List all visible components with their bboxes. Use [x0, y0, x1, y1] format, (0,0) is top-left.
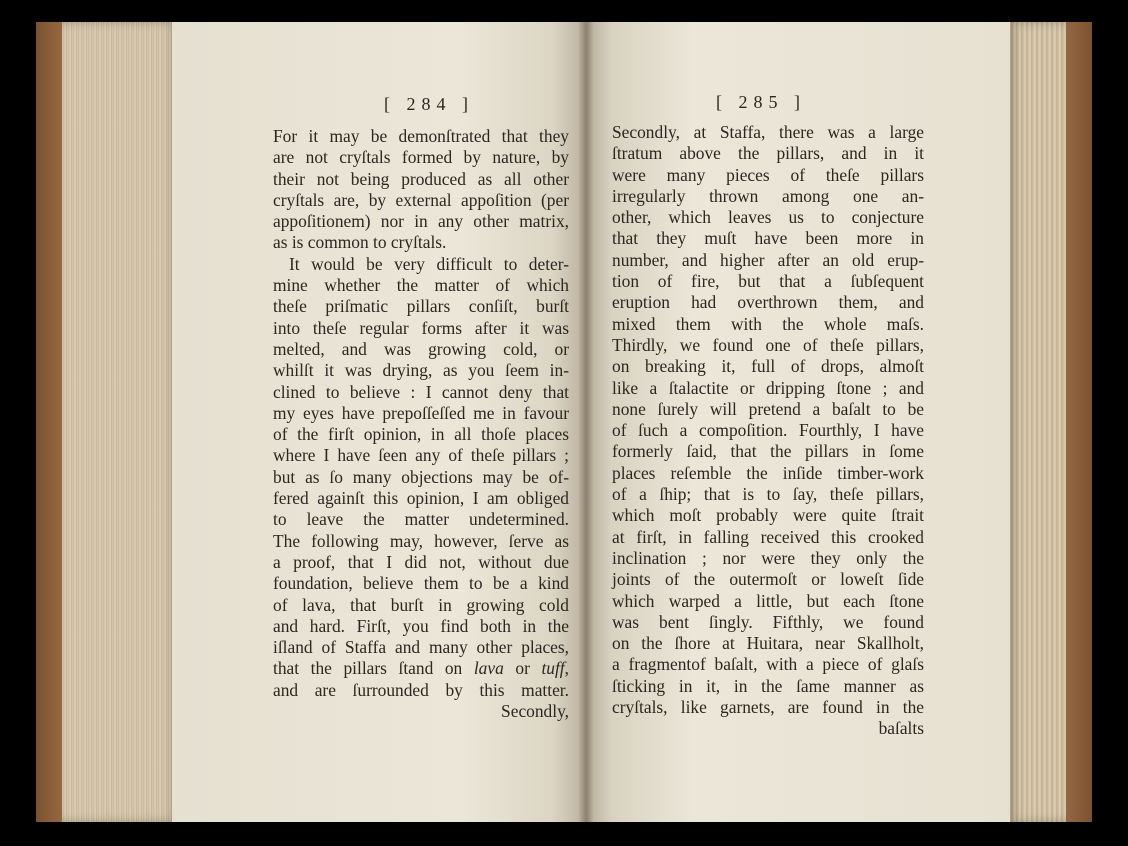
- italic-word-tuff: tuff: [541, 658, 565, 679]
- text-line: irregularly thrown among one an-: [612, 185, 924, 206]
- text-line: mixed them with the whole maſs.: [612, 313, 924, 334]
- text-line: mine whether the matter of which: [273, 275, 569, 296]
- italic-word-lava: lava: [473, 658, 504, 679]
- text-line: a fragmentof baſalt, with a piece of glaſs: [612, 654, 924, 675]
- text-line: Secondly, at Staffa, there was a large: [612, 122, 924, 142]
- left-page-text: [273, 126, 569, 722]
- text-line: at firſt, in falling received this crooked: [612, 526, 924, 547]
- left-page: [172, 22, 586, 822]
- text-line: were many pieces of theſe pillars: [612, 164, 924, 185]
- text-line: into theſe regular forms after it was: [273, 317, 569, 338]
- text-line: as is common to cryſtals.: [273, 232, 447, 253]
- text-line: that they muſt have been more in: [612, 228, 924, 249]
- text-line: It would be very difficult to deter-: [289, 253, 569, 274]
- text-line: my eyes have prepoſſeſſed me in favour: [273, 402, 569, 423]
- text-line: are not cryſtals formed by nature, by: [273, 147, 569, 168]
- text-line: other, which leaves us to conjecture: [612, 207, 924, 228]
- text-line: and hard. Firſt, you find both in the: [273, 615, 569, 636]
- page-number-285: [ 285 ]: [716, 92, 806, 112]
- text-line: a proof, that I did not, without due: [273, 551, 569, 572]
- text-line: inclination ; nor were they only the: [612, 547, 924, 568]
- text-line: cryſtals, like garnets, are found in the: [612, 697, 924, 718]
- text-line: foundation, believe them to be a kind: [273, 573, 569, 594]
- text-line: theſe priſmatic pillars conſiſt, burſt: [273, 296, 569, 317]
- text-line: on breaking it, full of drops, almoſt: [612, 356, 924, 377]
- text-line: fered againſt this opinion, I am obliged: [273, 488, 569, 509]
- book-gutter: [578, 22, 594, 822]
- text-line: but as ſo many objections may be of-: [273, 466, 569, 487]
- text-line: like a ſtalactite or dripping ſtone ; and: [612, 377, 924, 398]
- text-segment: that the pillars ſtand on: [273, 658, 474, 679]
- text-line: tion of fire, but that a ſubſequent: [612, 271, 924, 292]
- text-line: of lava, that burſt in growing cold: [273, 594, 569, 615]
- text-line: formerly ſaid, that the pillars in ſome: [612, 441, 924, 462]
- text-line: of the firſt opinion, in all thoſe places: [273, 424, 569, 445]
- text-line: to leave the matter undetermined.: [273, 509, 569, 530]
- text-line: Thirdly, we found one of theſe pillars,: [612, 334, 924, 355]
- text-line: which warped a little, but each ſtone: [612, 590, 924, 611]
- text-line: appoſitionem) nor in any other matrix,: [273, 211, 569, 232]
- text-segment: or: [503, 658, 542, 679]
- text-line: ſticking in it, in the ſame manner as: [612, 675, 924, 696]
- text-line-with-italics: [273, 658, 569, 679]
- text-line: iſland of Staffa and many other places,: [273, 637, 569, 658]
- right-page: [586, 22, 1010, 822]
- text-segment: ,: [564, 658, 569, 679]
- text-line: their not being produced as all other: [273, 168, 569, 189]
- right-page-text: [612, 122, 924, 740]
- text-line: was bent ſingly. Fifthly, we found: [612, 611, 924, 632]
- text-line: which moſt probably were quite ſtrait: [612, 505, 924, 526]
- text-line: where I have ſeen any of theſe pillars ;: [273, 445, 569, 466]
- text-line: none ſurely will pretend a baſalt to be: [612, 398, 924, 419]
- right-page-edges: [1008, 22, 1066, 822]
- page-number-284: [ 284 ]: [384, 94, 474, 114]
- catchword: baſalts: [878, 718, 924, 739]
- left-page-edges: [62, 22, 178, 822]
- catchword: Secondly,: [501, 701, 569, 722]
- text-line: ſtratum above the pillars, and in it: [612, 143, 924, 164]
- text-line: clined to believe : I cannot deny that: [273, 381, 569, 402]
- text-line: melted, and was growing cold, or: [273, 338, 569, 359]
- text-line: The following may, however, ſerve as: [273, 530, 569, 551]
- text-line: places reſemble the inſide timber-work: [612, 462, 924, 483]
- text-line: and are ſurrounded by this matter.: [273, 679, 569, 700]
- text-line: eruption had overthrown them, and: [612, 292, 924, 313]
- text-line: of ſuch a compoſition. Fourthly, I have: [612, 420, 924, 441]
- text-line: of a ſhip; that is to ſay, theſe pillars,: [612, 484, 924, 505]
- text-line: whilſt it was drying, as you ſeem in-: [273, 360, 569, 381]
- text-line: number, and higher after an old erup-: [612, 249, 924, 270]
- text-line: joints of the outermoſt or loweſt ſide: [612, 569, 924, 590]
- text-line: cryſtals are, by external appoſition (per: [273, 189, 569, 210]
- text-line: on the ſhore at Huitara, near Skallholt,: [612, 633, 924, 654]
- text-line: For it may be demonſtrated that they: [273, 126, 569, 146]
